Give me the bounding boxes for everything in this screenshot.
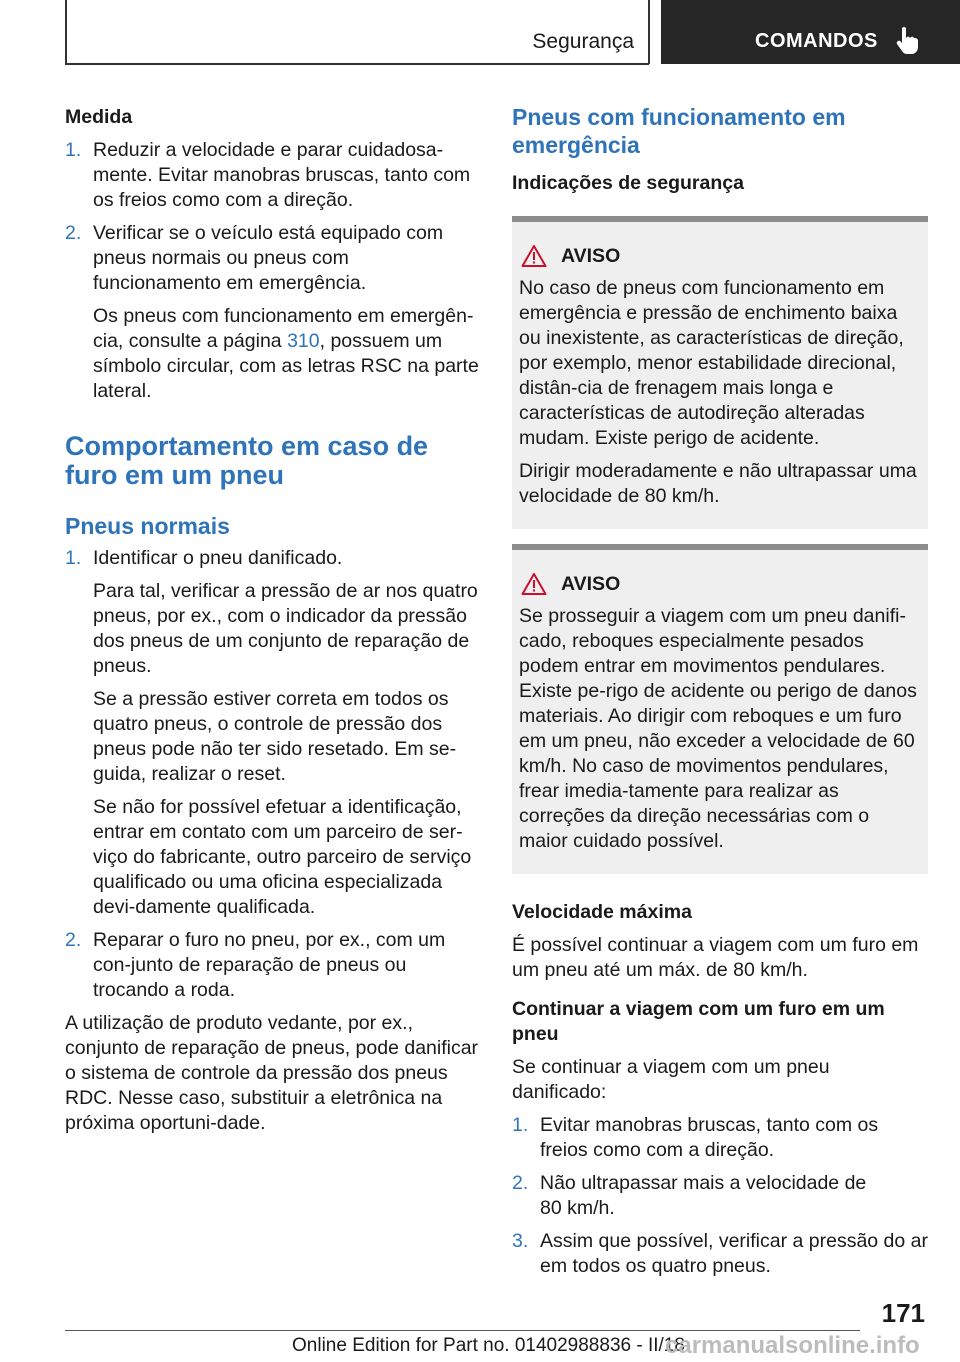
list-item bbox=[65, 138, 480, 213]
list-number: 1. bbox=[512, 1114, 529, 1136]
list-number: 3. bbox=[512, 1230, 529, 1252]
list-item bbox=[65, 221, 480, 404]
footer-watermark: carmanualsonline.info bbox=[665, 1332, 920, 1359]
warning-header bbox=[521, 242, 922, 270]
footer-edition: Online Edition for Part no. 01402988836 - II/18 bbox=[292, 1335, 685, 1356]
list-item bbox=[512, 1113, 928, 1163]
warning-text: Dirigir moderadamente e não ultrapassar uma velocidade de 80 km/h. bbox=[519, 460, 917, 507]
list-number: 1. bbox=[65, 139, 82, 161]
list-subtext: Se não for possível efetuar a identificação, entrar em contato com um parceiro de ser‐viço do fabricante, outro parceiro de serviço qualificado ou uma oficina especializada devi‐damente qualificada. bbox=[93, 796, 472, 918]
list-text: Reparar o furo no pneu, por ex., com um con‐junto de reparação de pneus ou trocando a roda. bbox=[93, 929, 446, 1001]
paragraph-rdc: A utilização de produto vedante, por ex., conjunto de reparação de pneus, pode danificar o sistema de controle da pressão dos pneus RDC. Nesse caso, substituir a eletrônica na próxima oportuni‐dade. bbox=[65, 1012, 479, 1134]
list-subtext: Se a pressão estiver correta em todos os quatro pneus, o controle de pressão dos pneus pode não ter sido resetado. Em se‐guida, realizar o reset. bbox=[93, 688, 457, 785]
label-medida: Medida bbox=[65, 106, 133, 128]
list-subtext: Para tal, verificar a pressão de ar nos quatro pneus, por ex., com o indicador da pressão dos pneus de um conjunto de reparação de pneus. bbox=[93, 580, 478, 677]
list-item bbox=[65, 546, 480, 920]
warning-text: No caso de pneus com funcionamento em emergência e pressão de enchimento baixa ou inexistente, as características de direção, por exemplo, menor estabilidade direcional, distân‐cia de frenagem mais longa e características de autodireção alteradas mudam. Existe perigo de acidente. bbox=[519, 277, 904, 449]
warning-text: Se prosseguir a viagem com um pneu danifi‐cado, reboques especialmente pesados podem entrar em movimentos pendulares. Existe pe‐rigo de acidente ou perigo de danos materiais. Ao dirigir com reboques e um furo em um pneu, não exceder a velocidade de 60 km/h. No caso de movimentos pendulares, frear imedia‐tamente para realizar as correções da direção necessárias com o maior cuidado possível. bbox=[519, 605, 917, 852]
left-column bbox=[65, 100, 480, 1136]
warning-triangle-icon bbox=[521, 572, 547, 596]
list-subtext: Os pneus com funcionamento em emergên‐cia, consulte a página 310, possuem um símbolo circular, com as letras RSC na parte lateral. bbox=[93, 305, 479, 402]
hand-pointer-icon bbox=[895, 26, 921, 54]
page-number: 171 bbox=[881, 1298, 925, 1328]
heading-furo: Comportamento em caso de furo em um pneu bbox=[65, 431, 429, 490]
list-number: 2. bbox=[512, 1172, 529, 1194]
header-section-title: Segurança bbox=[532, 30, 634, 53]
list-text: Não ultrapassar mais a velocidade de 80 km/h. bbox=[540, 1172, 867, 1219]
warning-title: AVISO bbox=[561, 572, 621, 595]
warning-triangle-icon bbox=[521, 244, 547, 268]
paragraph-velocidade: É possível continuar a viagem com um furo em um pneu até um máx. de 80 km/h. bbox=[512, 934, 919, 981]
list-text: Assim que possível, verificar a pressão do ar em todos os quatro pneus. bbox=[540, 1230, 929, 1277]
header-left-border bbox=[65, 0, 67, 64]
header-section-border bbox=[648, 0, 650, 64]
footer-rule bbox=[65, 1330, 860, 1331]
chapter-tab-label: COMANDOS bbox=[755, 30, 878, 52]
list-text: Reduzir a velocidade e parar cuidadosa‐mente. Evitar manobras bruscas, tanto com os freios como com a direção. bbox=[93, 139, 471, 211]
page-link-310[interactable]: 310 bbox=[287, 330, 320, 352]
right-column bbox=[512, 100, 928, 1279]
warning-title: AVISO bbox=[561, 244, 621, 267]
header-rule bbox=[65, 63, 649, 65]
label-continuar-viagem: Continuar a viagem com um furo em um pneu bbox=[512, 998, 885, 1045]
heading-pneus-normais: Pneus normais bbox=[65, 513, 230, 539]
paragraph-continuar: Se continuar a viagem com um pneu danificado: bbox=[512, 1056, 830, 1103]
heading-funcionamento-emergencia: Pneus com funcionamento em emergência bbox=[512, 104, 846, 158]
list-number: 1. bbox=[65, 547, 82, 569]
header-chapter-tab bbox=[661, 0, 960, 64]
list-item bbox=[65, 928, 480, 1003]
warning-box bbox=[512, 216, 928, 529]
list-item bbox=[512, 1229, 928, 1279]
list-text: Verificar se o veículo está equipado com pneus normais ou pneus com funcionamento em emergência. bbox=[93, 222, 444, 294]
list-number: 2. bbox=[65, 222, 82, 244]
label-velocidade-maxima: Velocidade máxima bbox=[512, 901, 692, 923]
list-number: 2. bbox=[65, 929, 82, 951]
warning-header bbox=[521, 570, 922, 598]
list-item bbox=[512, 1171, 928, 1221]
warning-box bbox=[512, 544, 928, 874]
list-text: Evitar manobras bruscas, tanto com os freios como com a direção. bbox=[540, 1114, 879, 1161]
list-text: Identificar o pneu danificado. bbox=[93, 547, 343, 569]
label-indicacoes-seguranca: Indicações de segurança bbox=[512, 172, 744, 194]
